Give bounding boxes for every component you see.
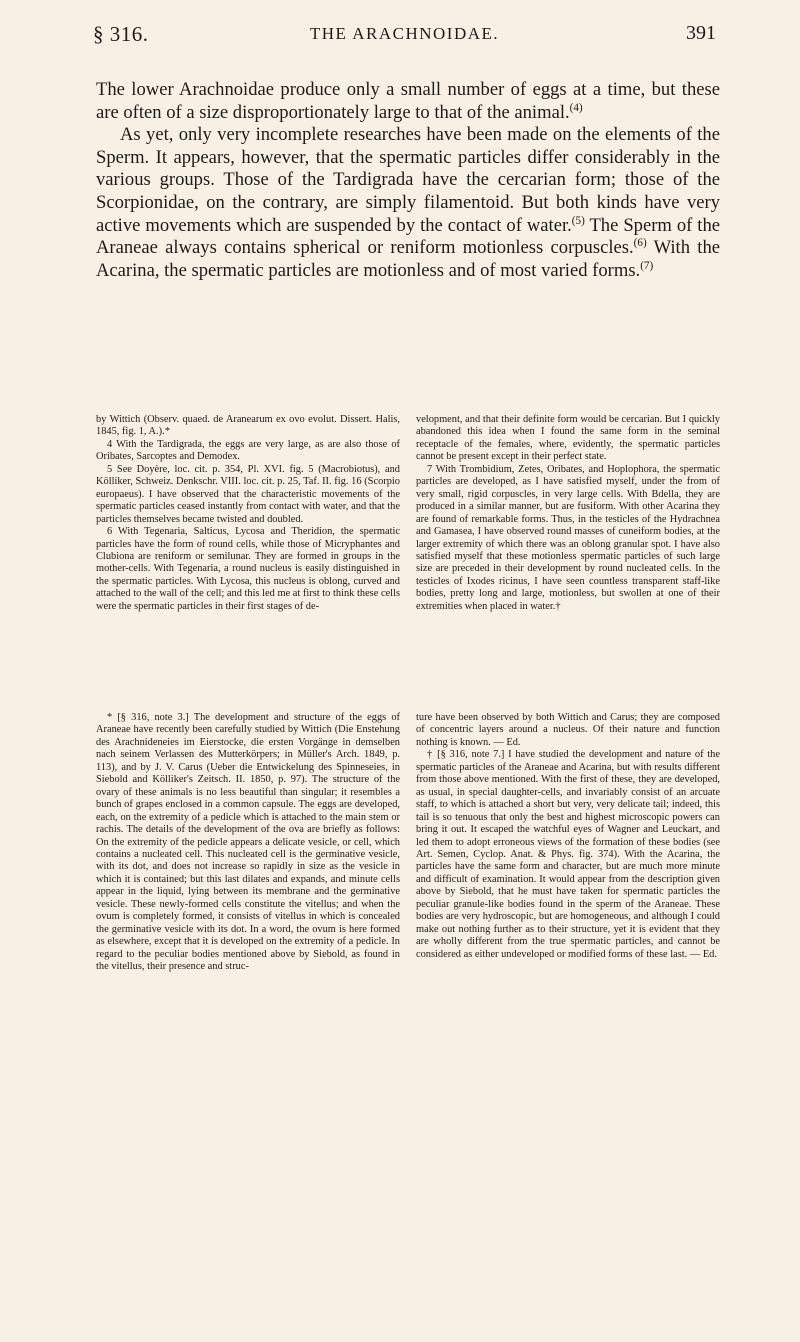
footnote-ref-7[interactable]: (7) [640, 259, 654, 272]
footnotes-left-column [96, 414, 400, 613]
footnote-ref-6[interactable]: (6) [633, 236, 647, 249]
footnote-7: 7 With Trombidium, Zetes, Oribates, and Hoplophora, the spermatic particles are developed, as I have satisfied myself, under the from of very small, rigid corpuscles, in very large cells. With Bdella, they are produced in a similar manner, but are fusiform. With other Acarina they are found of remarkable forms. Thus, in the testicles of the Hydrachnea and Gamasea, I have observed round masses of cuneiform bodies, at the larger extremity of which there was an oblong granular spot. I have also satisfied myself that these motionless spermatic particles of such large size are preceded in their development by round nucleated cells. In the testicles of Ixodes ricinus, I have seen countless transparent staff-like bodies, pretty long and large, motionless, but swollen at one of their extremities when placed in water.† [416, 463, 720, 612]
footnote-6-continued: velopment, and that their definite form would be cercarian. But I quickly abandoned this idea when I found the same form in the seminal receptacle of the females, where, evidently, the spermatic particles cannot be present except in their perfect state. [416, 414, 720, 463]
section-number: § 316. [93, 22, 149, 46]
editor-note-3: * [§ 316, note 3.] The development and structure of the eggs of Araneae have recently been carefully studied by Wittich (Die Enstehung des Arachnideneies im Eierstocke, die ersten Vorgänge in demselben nach seinem Verlassen des Mutterkörpers; in Müller's Arch. 1849, p. 113), and by J. V. Carus (Ueber die Entwickelung des Spinneseies, in Siebold and Kölliker's Zeitsch. II. 1850, p. 97). The structure of the ovary of these animals is no less beautiful than singular; it resembles a bunch of grapes enclosed in a common capsule. The eggs are developed, each, on the extremity of a pedicle which is attached to the main stem or rachis. The details of the development of the ova are briefly as follows: On the extremity of the pedicle appears a delicate vesicle, or cell, which contains a nucleated cell. This nucleated cell is the germinative vesicle, with its dot, and does not increase so rapidly in size as the vesicle in which it is contained; but this last dilates and expands, and minute cells appear in the liquid, lying between its membrane and the germinative vesicle. These newly-formed cells constitute the vitellus; and when the ovum is completely formed, it consists of vitellus in which is concealed the germinative vesicle with its dot. In a word, the ovum is here formed as elsewhere, except that it is developed on the extremity of a pedicle. In regard to the peculiar bodies mentioned above by Siebold, as found in the vitellus, their presence and struc- [96, 712, 400, 973]
footnote-ref-4[interactable]: (4) [569, 101, 583, 114]
footnote-3-continued: by Wittich (Observ. quaed. de Aranearum ex ovo evolut. Dissert. Halis, 1845, fig. 1, A.).* [96, 414, 400, 438]
editor-notes-right-column [416, 712, 720, 961]
paragraph-sperm-text-c: With the Acarina, the spermatic particles are motionless and of most varied forms. [96, 237, 720, 281]
footnotes-right-column [416, 414, 720, 613]
main-text [96, 79, 720, 282]
editor-notes-left-column [96, 712, 400, 974]
page-number: 391 [686, 22, 716, 44]
paragraph-sperm-text-b: The Sperm of the Araneae always contains spherical or reniform motionless corpuscles. [96, 214, 720, 259]
footnote-6: 6 With Tegenaria, Salticus, Lycosa and Theridion, the spermatic particles have the form of round cells, while those of Micryphantes and Clubiona are reniform or semilunar. They are formed in groups in the mother-cells. With Tegenaria, a round nucleus is easily distinguished in the spermatic particles. With Lycosa, this nucleus is oblong, curved and attached to the wall of the cell; and this led me at first to think these cells were the spermatic particles in their first stages of de- [96, 526, 400, 612]
paragraph-sperm-text-a: As yet, only very incomplete researches have been made on the elements of the Sperm. It appears, however, that the spermatic particles differ considerably in the various groups. Those of the Tardigrada have the cercarian form; those of the Scorpionidae, on the contrary, are simply filamentoid. But both kinds have very active movements which are suspended by the contact of water. [96, 124, 720, 236]
running-header [93, 22, 716, 48]
paragraph-sperm [96, 124, 720, 282]
editor-note-3-continued: ture have been observed by both Wittich and Carus; they are composed of concentric layers around a nucleus. Of their nature and function nothing is known. — Ed. [416, 712, 720, 748]
paragraph-eggs [96, 79, 720, 124]
paragraph-eggs-text: The lower Arachnoidae produce only a small number of eggs at a time, but these are often of a size disproportionately large to that of the animal. [96, 79, 720, 123]
footnote-5: 5 See Doyère, loc. cit. p. 354, Pl. XVI. fig. 5 (Macrobiotus), and Kölliker, Schweiz. Denkschr. VIII. loc. cit. p. 25, Taf. II. fig. 16 (Scorpio europaeus). I have observed that the characteristic movements of the spermatic particles ceased instantly from contact with water, and that the particles themselves became twisted and doubled. [96, 463, 400, 525]
running-title: THE ARACHNOIDAE. [309, 24, 500, 43]
footnote-4: 4 With the Tardigrada, the eggs are very large, as are also those of Oribates, Sarcoptes and Demodex. [96, 438, 400, 463]
footnote-ref-5[interactable]: (5) [571, 214, 585, 227]
editor-note-7: † [§ 316, note 7.] I have studied the development and nature of the spermatic particles of the Araneae and Acarina, but with results different from those above mentioned. With the first of these, they are developed, as usual, in special daughter-cells, and invariably consist of an arcuate staff, to which is attached a short but very, very delicate tail; indeed, this tail is so tenuous that only the best and highest microscopic powers can bring it out. It escaped the watchful eyes of Wagner and Leuckart, and led them to adopt erroneous views of the formation of these bodies (see Art. Semen, Cyclop. Anat. & Phys. fig. 374). With the Acarina, the particles have the same form and character, but are much more minute and difficult of examination. It would appear from the description given above by Siebold, that he must have taken for spermatic particles the peculiar granule-like bodies found in the sperm of the Araneae. These bodies are very hydroscopic, but are homogeneous, and although I could make out nothing further as to their structure, yet it is evident that they are wholly different from the true spermatic particles, and cannot be considered as either undeveloped or modified forms of these last. — Ed. [416, 749, 720, 960]
